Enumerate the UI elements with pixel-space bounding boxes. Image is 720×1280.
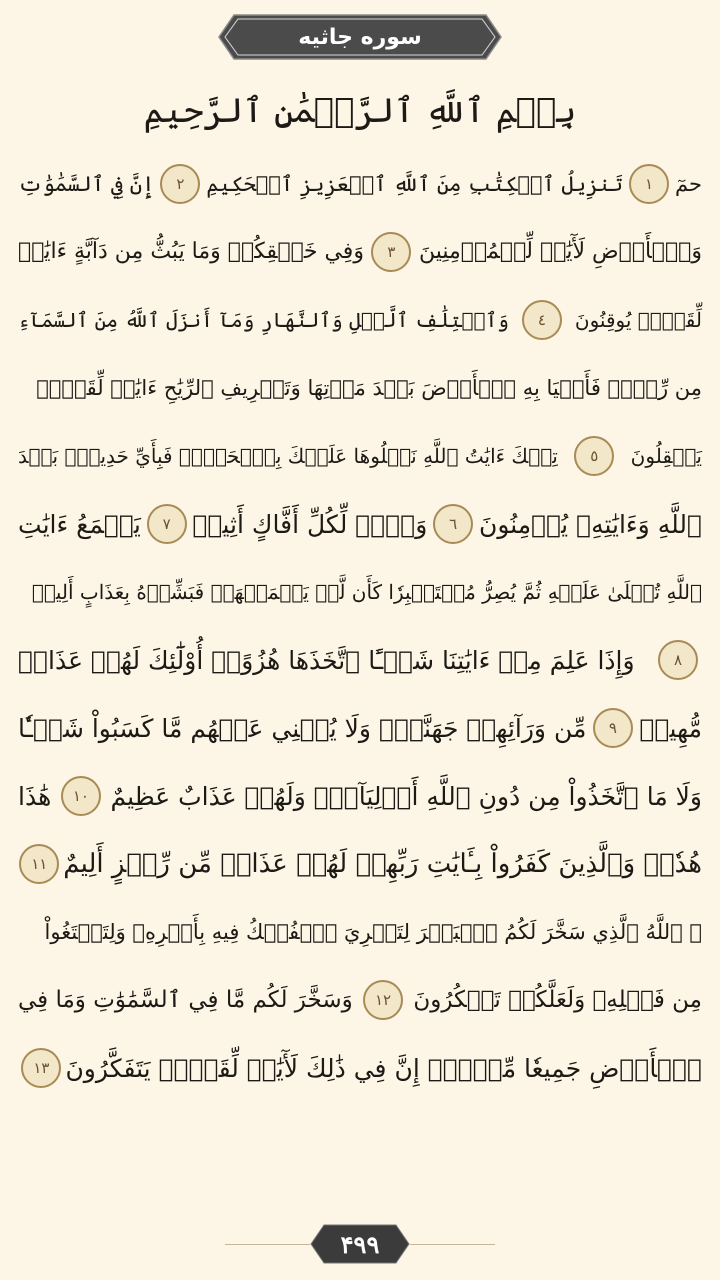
surah-title: سوره جاثیه bbox=[298, 24, 422, 50]
verse-text: إِنَّ فِي ٱلسَّمَٰوَٰتِ bbox=[18, 171, 155, 196]
verse-text: مِّن وَرَآئِهِمۡ جَهَنَّمُۖ وَلَا يُغۡنِي عَنۡهُم مَّا كَسَبُواْ شَيۡـٔٗا bbox=[18, 713, 587, 743]
verse-line bbox=[18, 558, 702, 626]
verse-text: تَنزِيلُ ٱلۡكِتَٰبِ مِنَ ٱللَّهِ ٱلۡعَزِيزِ ٱلۡحَكِيمِ bbox=[206, 171, 624, 196]
verse-text: ٱلۡأَرۡضِ جَمِيعٗا مِّنۡهُۚ إِنَّ فِي ذَٰلِكَ لَأٓيَٰتٖ لِّقَوۡمٖ يَتَفَكَّرُونَ bbox=[65, 1053, 702, 1083]
verse-text: وَٱلۡأَرۡضِ لَأٓيَٰتٖ لِّلۡمُؤۡمِنِينَ bbox=[418, 239, 702, 264]
ayah-number-marker: ١ bbox=[629, 164, 669, 204]
verse-text: يَعۡقِلُونَ bbox=[630, 444, 702, 468]
ayah-number-marker: ١٢ bbox=[363, 980, 403, 1020]
verse-text: يَسۡمَعُ ءَايَٰتِ bbox=[18, 509, 141, 539]
verse-line bbox=[18, 354, 702, 422]
verse-text: ٱللَّهِ وَءَايَٰتِهِۦ يُؤۡمِنُونَ bbox=[478, 509, 702, 539]
verse-line bbox=[18, 286, 702, 354]
ayah-number-marker: ٦ bbox=[433, 504, 473, 544]
verse-text: مُّهِينٞ bbox=[639, 713, 702, 743]
basmala: بِسۡمِ ٱللَّهِ ٱلرَّحۡمَٰنِ ٱلرَّحِيمِ bbox=[143, 90, 577, 131]
footer-divider-left bbox=[225, 1244, 310, 1245]
footer-divider-right bbox=[410, 1244, 495, 1245]
verse-text: ٱللَّهِ تُتۡلَىٰ عَلَيۡهِ ثُمَّ يُصِرُّ مُسۡتَكۡبِرٗا كَأَن لَّمۡ يَسۡمَعۡهَاۖ فَبَشِّرۡهُ بِعَذَابٍ أَلِيمٖ bbox=[31, 580, 702, 604]
ayah-number-marker: ٣ bbox=[371, 232, 411, 272]
ayah-number-marker: ٤ bbox=[522, 300, 562, 340]
ayah-number-marker: ١٣ bbox=[21, 1048, 61, 1088]
verse-line bbox=[18, 626, 702, 694]
verse-line bbox=[18, 150, 702, 218]
verse-text: وَسَخَّرَ لَكُم مَّا فِي ٱلسَّمَٰوَٰتِ وَمَا فِي bbox=[18, 986, 353, 1013]
verse-line bbox=[18, 830, 702, 898]
surah-title-banner bbox=[218, 14, 502, 60]
page-number: ۴۹۹ bbox=[340, 1229, 380, 1259]
ayah-number-marker: ٩ bbox=[593, 708, 633, 748]
verse-text: وَلَا مَا ٱتَّخَذُواْ مِن دُونِ ٱللَّهِ أَوۡلِيَآءَۖ وَلَهُمۡ عَذَابٌ عَظِيمٌ bbox=[110, 781, 702, 811]
ayah-number-marker: ١١ bbox=[19, 844, 59, 884]
ayah-number-marker: ٢ bbox=[160, 164, 200, 204]
verse-line bbox=[18, 694, 702, 762]
verse-line bbox=[18, 898, 702, 966]
ayah-number-marker: ٥ bbox=[574, 436, 614, 476]
verse-text: هَٰذَا bbox=[18, 781, 52, 811]
verse-text: ۞ ٱللَّهُ ٱلَّذِي سَخَّرَ لَكُمُ ٱلۡبَحۡرَ لِتَجۡرِيَ ٱلۡفُلۡكُ فِيهِ بِأَمۡرِهِۦ وَلِتَبۡتَغُواْ bbox=[44, 919, 702, 944]
ayah-number-marker: ١٠ bbox=[61, 776, 101, 816]
verse-text: حمٓ bbox=[675, 171, 702, 196]
ayah-number-marker: ٧ bbox=[147, 504, 187, 544]
verse-text: وَٱخۡتِلَٰفِ ٱلَّيۡلِ وَٱلنَّهَارِ وَمَآ أَنزَلَ ٱللَّهُ مِنَ ٱلسَّمَآءِ bbox=[18, 308, 509, 332]
verse-text: لِّقَوۡمٖ يُوقِنُونَ bbox=[574, 308, 702, 332]
verse-line bbox=[18, 218, 702, 286]
verse-text: وَيۡلٞ لِّكُلِّ أَفَّاكٍ أَثِيمٖ bbox=[192, 509, 428, 539]
verse-text: وَفِي خَلۡقِكُمۡ وَمَا يَبُثُّ مِن دَآبَّةٍ ءَايَٰتٞ bbox=[18, 239, 364, 264]
verse-text: وَإِذَا عَلِمَ مِنۡ ءَايَٰتِنَا شَيۡـًٔا ٱتَّخَذَهَا هُزُوًاۚ أُوْلَٰٓئِكَ لَهُمۡ عَذَابٞ bbox=[18, 645, 635, 675]
verse-text: مِن فَضۡلِهِۦ وَلَعَلَّكُمۡ تَشۡكُرُونَ bbox=[413, 986, 702, 1013]
verse-line bbox=[18, 762, 702, 830]
verse-line bbox=[18, 1034, 702, 1102]
verse-text-block bbox=[18, 150, 702, 1102]
verse-text: هُدٗىۖ وَٱلَّذِينَ كَفَرُواْ بِـَٔايَٰتِ رَبِّهِمۡ لَهُمۡ عَذَابٞ مِّن رِّجۡزٍ أَلِيمٌ bbox=[63, 849, 702, 879]
page-number-badge bbox=[310, 1224, 410, 1264]
ayah-number-marker: ٨ bbox=[658, 640, 698, 680]
verse-line bbox=[18, 966, 702, 1034]
verse-line bbox=[18, 490, 702, 558]
verse-line bbox=[18, 422, 702, 490]
verse-text: مِن رِّزۡقٖ فَأَحۡيَا بِهِ ٱلۡأَرۡضَ بَعۡدَ مَوۡتِهَا وَتَصۡرِيفِ ٱلرِّيَٰحِ ءَايَٰتٞ لِّقَوۡمٖ bbox=[36, 375, 702, 400]
verse-text: تِلۡكَ ءَايَٰتُ ٱللَّهِ نَتۡلُوهَا عَلَيۡكَ بِٱلۡحَقِّۖ فَبِأَيِّ حَدِيثِۭ بَعۡدَ bbox=[18, 444, 558, 468]
